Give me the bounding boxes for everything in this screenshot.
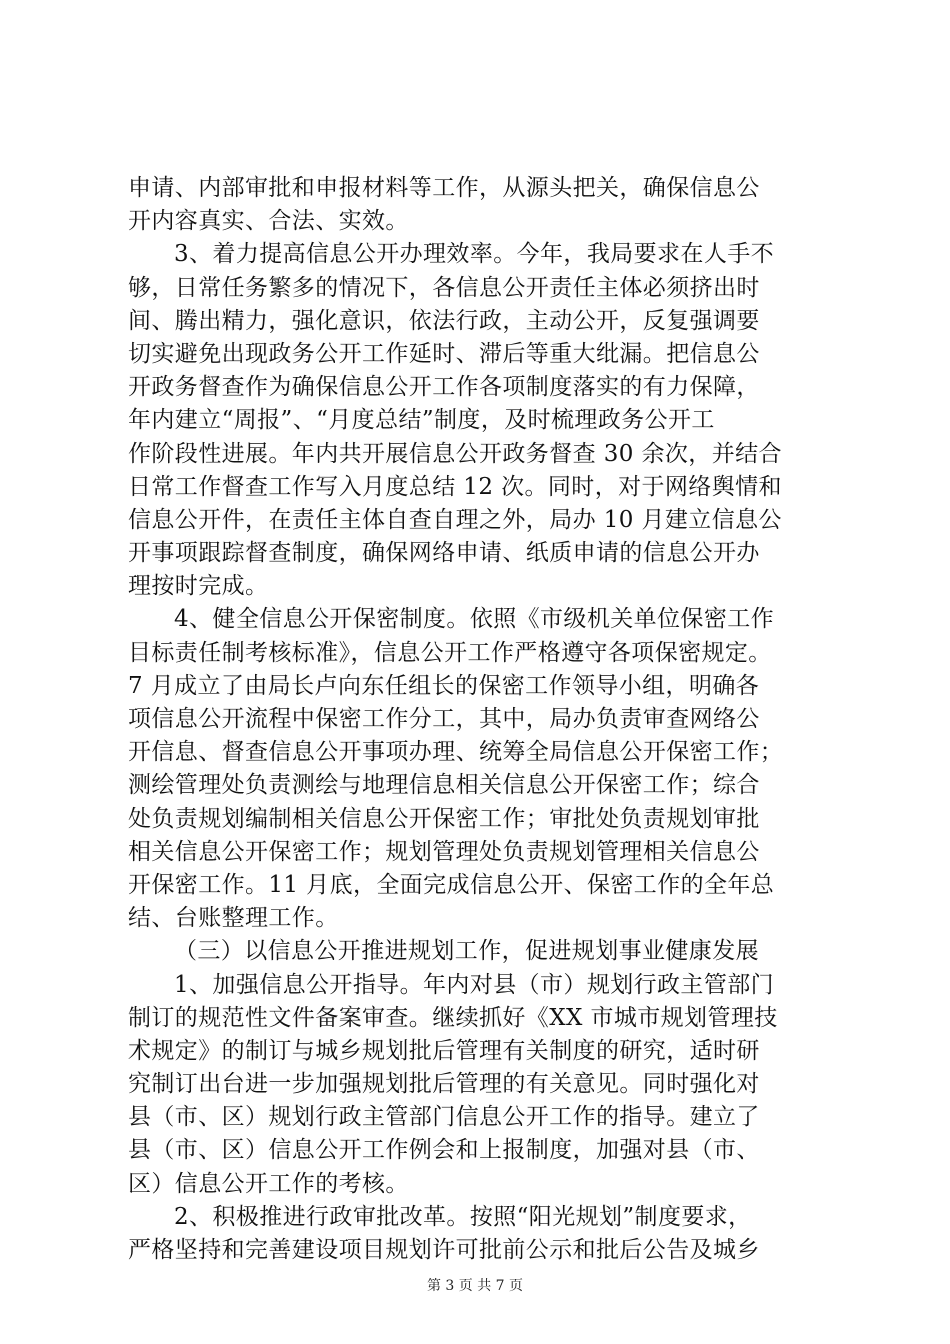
text-line: 开内容真实、合法、实效。: [128, 208, 409, 235]
text-line: 制订的规范性文件备案审查。继续抓好《XX 市城市规划管理技: [128, 1004, 778, 1031]
text-line: 县（市、区）规划行政主管部门信息公开工作的指导。建立了: [128, 1104, 760, 1131]
text-line: 申请、内部审批和申报材料等工作，从源头把关，确保信息公: [128, 175, 760, 201]
text-line: 开保密工作。11 月底，全面完成信息公开、保密工作的全年总: [128, 871, 775, 898]
text-line: 理按时完成。: [128, 573, 269, 600]
text-line: 间、腾出精力，强化意识，依法行政，主动公开，反复强调要: [128, 307, 760, 334]
text-line: 严格坚持和完善建设项目规划许可批前公示和批后公告及城乡: [128, 1237, 760, 1263]
text-line: 2、积极推进行政审批改革。按照“阳光规划”制度要求，: [174, 1203, 752, 1230]
text-line: 相关信息公开保密工作；规划管理处负责规划管理相关信息公: [128, 838, 760, 865]
text-line: 测绘管理处负责测绘与地理信息相关信息公开保密工作；综合: [128, 772, 760, 799]
page-footer: 第 3 页 共 7 页: [426, 1278, 524, 1294]
text-line: 开信息、督查信息公开事项办理、统筹全局信息公开保密工作；: [128, 739, 784, 766]
text-line: 究制订出台进一步加强规划批后管理的有关意见。同时强化对: [128, 1071, 760, 1098]
text-line: 作阶段性进展。年内共开展信息公开政务督查 30 余次，并结合: [128, 440, 782, 467]
text-line: 县（市、区）信息公开工作例会和上报制度，加强对县（市、: [128, 1137, 760, 1164]
text-line: 术规定》的制订与城乡规划批后管理有关制度的研究，适时研: [128, 1037, 760, 1064]
text-line: 4、健全信息公开保密制度。依照《市级机关单位保密工作: [174, 606, 775, 633]
text-line: 日常工作督查工作写入月度总结 12 次。同时，对于网络舆情和: [128, 473, 782, 500]
text-line: 7 月成立了由局长卢向东任组长的保密工作领导小组，明确各: [128, 672, 760, 699]
text-line: 处负责规划编制相关信息公开保密工作；审批处负责规划审批: [128, 805, 760, 832]
text-line: 切实避免出现政务公开工作延时、滞后等重大纰漏。把信息公: [128, 340, 760, 367]
text-line: 信息公开件，在责任主体自查自理之外，局办 10 月建立信息公: [128, 506, 782, 533]
text-line: 开政务督查作为确保信息公开工作各项制度落实的有力保障，: [128, 374, 760, 401]
text-line: 目标责任制考核标准》，信息公开工作严格遵守各项保密规定。: [128, 639, 772, 666]
text-line: 年内建立“周报”、“月度总结”制度，及时梳理政务公开工: [128, 407, 715, 434]
text-line: 1、加强信息公开指导。年内对县（市）规划行政主管部门: [174, 971, 775, 998]
text-line: 结、台账整理工作。: [128, 905, 339, 932]
text-line: 开事项跟踪督查制度，确保网络申请、纸质申请的信息公开办: [128, 540, 760, 567]
text-line: 区）信息公开工作的考核。: [128, 1170, 409, 1197]
document-body: [128, 172, 828, 1267]
text-line: 3、着力提高信息公开办理效率。今年，我局要求在人手不: [174, 241, 775, 268]
text-line: 项信息公开流程中保密工作分工，其中，局办负责审查网络公: [128, 706, 760, 732]
text-line: （三）以信息公开推进规划工作，促进规划事业健康发展: [174, 938, 759, 965]
text-line: 够，日常任务繁多的情况下，各信息公开责任主体必须挤出时: [128, 274, 760, 301]
